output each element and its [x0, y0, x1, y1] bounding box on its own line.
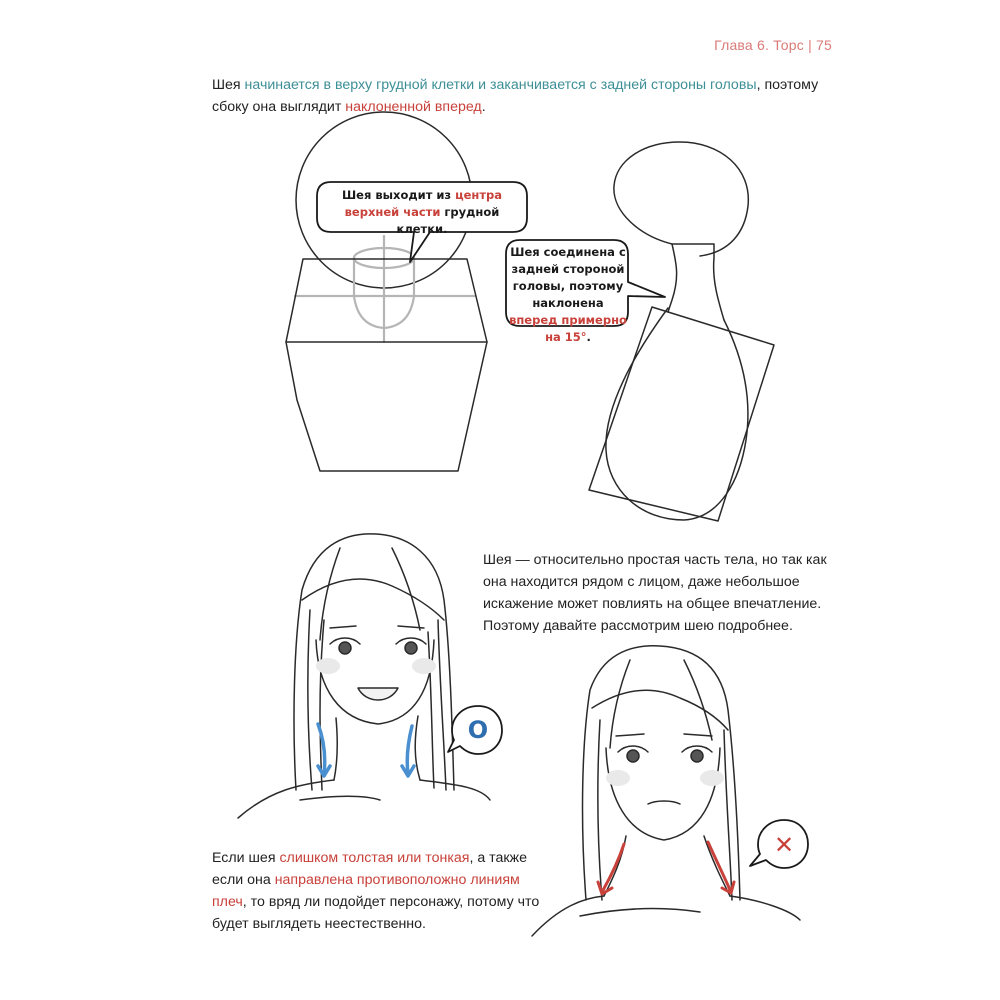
girl1-eyes	[330, 638, 426, 654]
correct-neck-illustration	[238, 534, 502, 818]
callout-text: Шея выходит из	[341, 188, 456, 202]
girl2-wrong-arrows	[598, 842, 734, 894]
header-separator: |	[808, 37, 812, 53]
chapter-title: Глава 6. Торс	[714, 37, 804, 53]
side-neck	[668, 244, 724, 320]
girl2-face	[606, 748, 720, 840]
girl1-shoulders	[238, 780, 490, 818]
girl2-mouth	[648, 801, 680, 804]
front-ribcage-box	[286, 259, 487, 342]
callout-highlight: вперед примерно на 15°	[509, 313, 627, 344]
girl2-shoulders	[532, 896, 800, 936]
girl1-correct-arrows	[318, 724, 414, 776]
warning-text: Если шея	[212, 850, 280, 866]
side-head-circle	[614, 142, 748, 256]
warning-highlight: слишком толстая или тонкая	[279, 850, 470, 866]
warning-highlight: направлена противоположно линиям плеч	[212, 872, 520, 910]
front-view-diagram	[286, 112, 527, 471]
intro-text: Шея	[212, 77, 245, 93]
wrong-badge-symbol: ✕	[773, 831, 795, 859]
intro-red-highlight: наклоненной вперед	[345, 99, 482, 115]
wrong-neck-illustration	[532, 646, 808, 936]
girl1-mouth	[358, 688, 398, 700]
warning-text: , то вряд ли подойдет персонажу, потому что будет выглядеть неестественно.	[212, 894, 540, 932]
girl1-brows	[330, 626, 424, 628]
warning-text: , а также если она	[212, 850, 527, 888]
front-ribcage-lower	[286, 342, 487, 471]
callout-text: .	[586, 330, 591, 344]
correct-badge-symbol: O	[467, 716, 489, 744]
girl1-face	[316, 640, 434, 724]
intro-teal-highlight: начинается в верху грудной клетки и заканчивается с задней стороны головы	[244, 77, 757, 93]
page-number: 75	[816, 37, 832, 53]
callout-text: грудной клетки.	[396, 205, 500, 236]
intro-text: .	[481, 99, 486, 115]
callout-front-text	[320, 187, 524, 238]
neck-intro-paragraph: Шея — относительно простая часть тела, но так как она находится рядом с лицом, даже небольшое искажение может повлиять на общее впечатление. Поэтому давайте рассмотрим шею подробнее.	[483, 552, 827, 634]
girl2-eyes	[618, 746, 712, 762]
callout-side-text	[508, 244, 628, 346]
intro-text: , поэтому сбоку она выглядит	[212, 77, 819, 115]
girl2-brows	[616, 734, 712, 736]
callout-highlight: центра верхней части	[344, 188, 503, 219]
callout-text: Шея соединена с задней стороной головы, поэтому наклонена	[510, 245, 626, 310]
